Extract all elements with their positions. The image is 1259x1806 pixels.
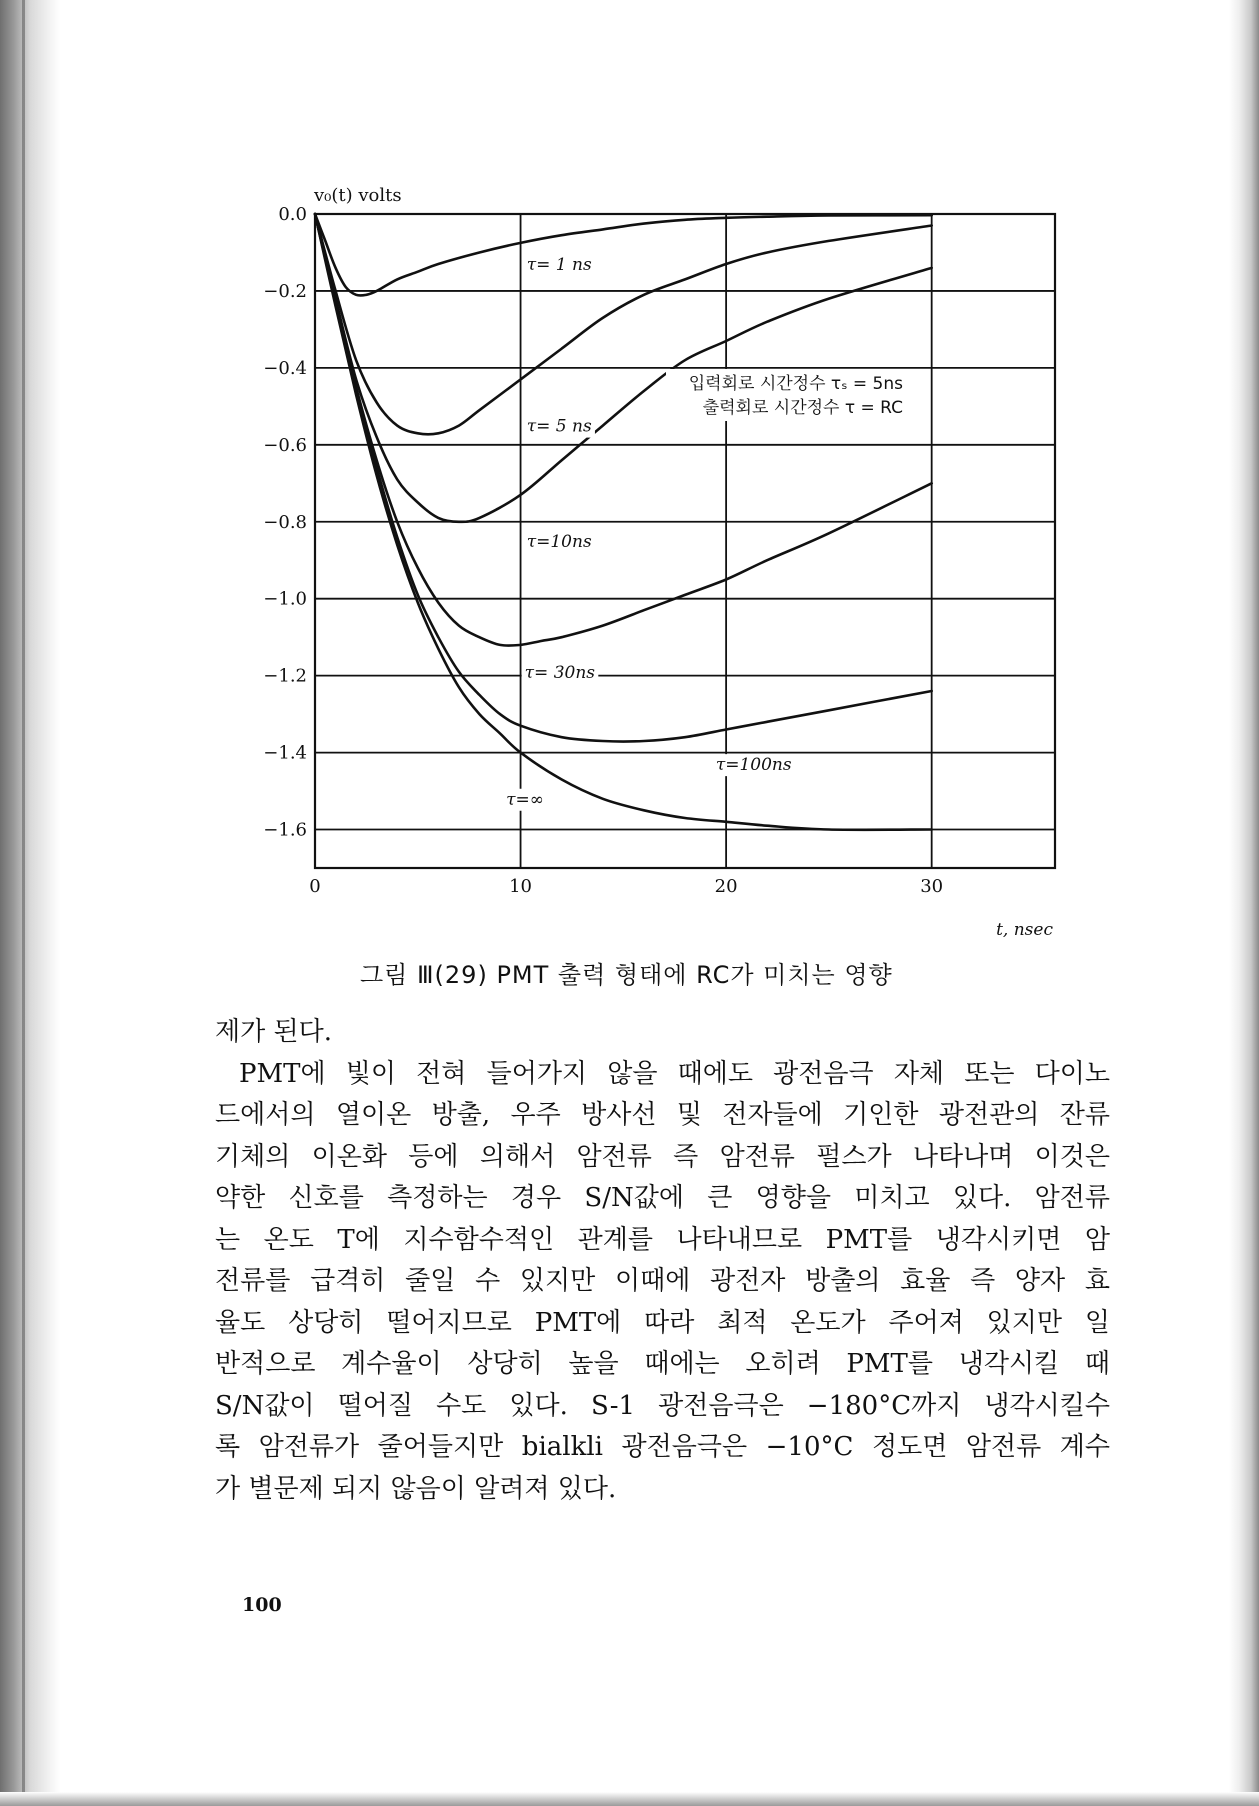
y-tick-label: 0.0 xyxy=(278,204,307,225)
series-label: τ= 5 ns xyxy=(526,416,592,437)
body-line: 는 온도 T에 지수함수적인 관계를 나타내므로 PMT를 냉각시키면 암 xyxy=(215,1224,1110,1255)
page-edge-left xyxy=(0,0,60,1806)
figure-chart xyxy=(240,175,1080,955)
figure-caption: 그림 Ⅲ(29) PMT 출력 형태에 RC가 미치는 영향 xyxy=(360,961,893,989)
y-tick-label: −1.0 xyxy=(263,588,307,610)
series-label: τ=∞ xyxy=(506,789,544,810)
series-label: τ= 1 ns xyxy=(526,255,592,276)
x-tick-label: 10 xyxy=(509,876,533,897)
body-line: 전류를 급격히 줄일 수 있지만 이때에 광전자 방출의 효율 즉 양자 효 xyxy=(215,1266,1110,1296)
body-line: 기체의 이온화 등에 의해서 암전류 즉 암전류 펄스가 나타나며 이것은 xyxy=(215,1141,1110,1172)
y-tick-label: −1.6 xyxy=(263,819,307,841)
body-line: 록 암전류가 줄어들지만 bialkli 광전음극은 −10°C 정도면 암전류 계수 xyxy=(215,1432,1110,1462)
plot-frame xyxy=(315,214,1055,868)
x-tick-label: 20 xyxy=(714,876,738,897)
chart-svg xyxy=(240,175,1080,955)
annotation-line-2: 출력회로 시간정수 τ = RC xyxy=(702,398,903,418)
body-line: 제가 된다. xyxy=(215,1017,332,1047)
y-axis-title: v₀(t) volts xyxy=(314,185,402,206)
body-line: 율도 상당히 떨어지므로 PMT에 따라 최적 온도가 주어져 있지만 일 xyxy=(215,1307,1110,1338)
x-tick-label: 30 xyxy=(920,876,944,897)
x-axis-title: t, nsec xyxy=(996,920,1053,940)
y-tick-label: −0.4 xyxy=(263,357,307,379)
series-label: τ=10ns xyxy=(526,532,592,552)
body-line: 반적으로 계수율이 상당히 높을 때에는 오히려 PMT를 냉각시킬 때 xyxy=(215,1349,1110,1379)
y-tick-label: −0.2 xyxy=(263,280,307,302)
series-label: τ= 30ns xyxy=(524,662,596,683)
page-edge-bottom xyxy=(0,1792,1259,1806)
series-label: τ=100ns xyxy=(715,755,792,776)
y-tick-label: −1.4 xyxy=(263,742,307,764)
x-tick-label: 0 xyxy=(309,876,321,897)
body-line: 약한 신호를 측정하는 경우 S/N값에 큰 영향을 미치고 있다. 암전류 xyxy=(215,1183,1110,1213)
annotation-line-1: 입력회로 시간정수 τₛ = 5ns xyxy=(688,374,903,394)
y-tick-label: −0.6 xyxy=(263,434,307,456)
page-number: 100 xyxy=(242,1594,282,1616)
page-edge-right xyxy=(1229,0,1259,1806)
body-line: PMT에 빛이 전혀 들어가지 않을 때에도 광전음극 자체 또는 다이노 xyxy=(239,1058,1110,1089)
body-paragraph xyxy=(215,1012,1110,1510)
y-tick-label: −1.2 xyxy=(263,665,307,687)
series-tau-100ns xyxy=(315,214,932,742)
body-line: 가 별문제 되지 않음이 알려져 있다. xyxy=(215,1473,617,1504)
body-line: S/N값이 떨어질 수도 있다. S-1 광전음극은 −180°C까지 냉각시킬수 xyxy=(215,1390,1110,1421)
series-tau-1ns xyxy=(315,214,932,296)
y-tick-label: −0.8 xyxy=(263,511,307,533)
body-line: 드에서의 열이온 방출, 우주 방사선 및 전자들에 기인한 광전관의 잔류 xyxy=(215,1100,1110,1130)
